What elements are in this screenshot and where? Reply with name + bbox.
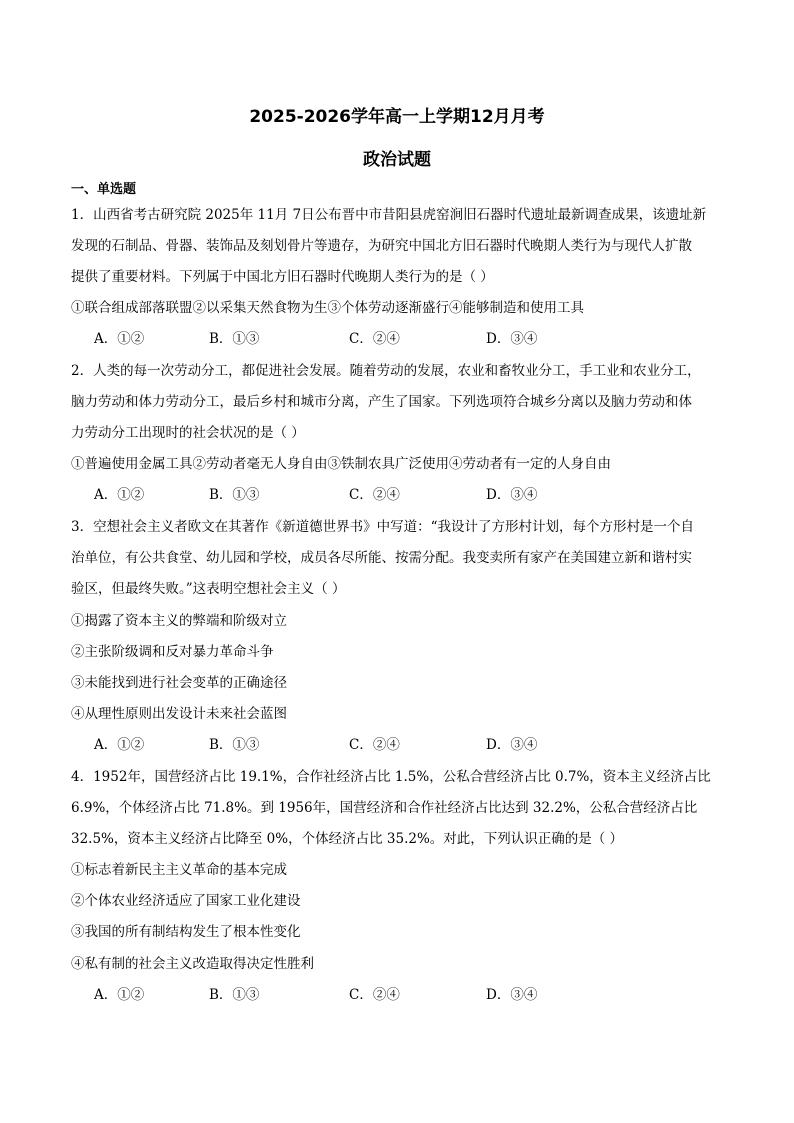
question-1-stem-line-3: 提供了重要材料。下列属于中国北方旧石器时代晚期人类行为的是（ ） <box>71 269 494 285</box>
question-4-statement-3: ③我国的所有制结构发生了根本性变化 <box>71 924 301 940</box>
question-4-option-b[interactable]: B．①③ <box>209 987 260 1003</box>
question-4-statement-4: ④私有制的社会主义改造取得决定性胜利 <box>71 956 314 972</box>
question-4-option-a[interactable]: A．①② <box>94 987 145 1003</box>
question-3-statement-2: ②主张阶级调和反对暴力革命斗争 <box>71 644 274 660</box>
question-1-statements: ①联合组成部落联盟②以采集天然食物为生③个体劳动逐渐盛行④能够制造和使用工具 <box>71 300 584 316</box>
question-4-stem-line-3: 32.5%，资本主义经济占比降至 0%，个体经济占比 35.2%。对此，下列认识正确的是（ ） <box>71 831 624 847</box>
question-1-stem-line-1: 1．山西省考古研究院 2025年 11月 7日公布晋中市昔阳县虎窑涧旧石器时代遗址最新调查成果，该遗址新 <box>71 207 707 223</box>
question-2-stem-line-2: 脑力劳动和体力劳动分工，最后乡村和城市分离，产生了国家。下列选项符合城乡分离以及脑力劳动和体 <box>71 394 692 410</box>
question-4-stem-line-1: 4．1952年，国营经济占比 19.1%，合作社经济占比 1.5%，公私合营经济占比 0.7%，资本主义经济占比 <box>71 769 711 785</box>
question-1-option-c[interactable]: C．②④ <box>349 331 400 347</box>
section-heading: 一、单选题 <box>71 182 137 197</box>
question-4-option-d[interactable]: D．③④ <box>486 987 538 1003</box>
exam-subject-title: 政治试题 <box>363 150 431 170</box>
question-3-option-c[interactable]: C．②④ <box>349 737 400 753</box>
question-4-stem-line-2: 6.9%，个体经济占比 71.8%。到 1956年，国营经济和合作社经济占比达到 32.2%，公私合营经济占比 <box>71 800 698 816</box>
question-3-stem-line-1: 3．空想社会主义者欧文在其著作《新道德世界书》中写道：“我设计了方形村计划，每个方形村是一个自 <box>71 519 694 535</box>
question-3-stem-line-3: 验区，但最终失败。”这表明空想社会主义（ ） <box>71 581 346 597</box>
question-2-option-b[interactable]: B．①③ <box>209 487 260 503</box>
question-2-option-a[interactable]: A．①② <box>94 487 145 503</box>
question-2-option-c[interactable]: C．②④ <box>349 487 400 503</box>
question-2-stem-line-1: 2．人类的每一次劳动分工，都促进社会发展。随着劳动的发展，农业和畜牧业分工，手工业和农业分工， <box>71 363 701 379</box>
question-3-option-b[interactable]: B．①③ <box>209 737 260 753</box>
question-3-stem-line-2: 治单位，有公共食堂、幼儿园和学校，成员各尽所能、按需分配。我变卖所有家产在美国建立新和谐村实 <box>71 550 692 566</box>
question-3-option-d[interactable]: D．③④ <box>486 737 538 753</box>
question-4-statement-2: ②个体农业经济适应了国家工业化建设 <box>71 893 301 909</box>
question-2-option-d[interactable]: D．③④ <box>486 487 538 503</box>
question-4-statement-1: ①标志着新民主主义革命的基本完成 <box>71 862 287 878</box>
question-3-statement-3: ③未能找到进行社会变革的正确途径 <box>71 675 287 691</box>
question-3-statement-1: ①揭露了资本主义的弊端和阶级对立 <box>71 613 287 629</box>
question-4-option-c[interactable]: C．②④ <box>349 987 400 1003</box>
question-1-option-d[interactable]: D．③④ <box>486 331 538 347</box>
exam-title: 2025-2026学年高一上学期12月月考 <box>249 107 545 127</box>
question-3-option-a[interactable]: A．①② <box>94 737 145 753</box>
question-2-statements: ①普遍使用金属工具②劳动者毫无人身自由③铁制农具广泛使用④劳动者有一定的人身自由 <box>71 456 611 472</box>
question-1-stem-line-2: 发现的石制品、骨器、装饰品及刻划骨片等遗存，为研究中国北方旧石器时代晚期人类行为与现代人扩散 <box>71 238 692 254</box>
question-3-statement-4: ④从理性原则出发设计未来社会蓝图 <box>71 706 287 722</box>
question-1-option-b[interactable]: B．①③ <box>209 331 260 347</box>
question-1-option-a[interactable]: A．①② <box>94 331 145 347</box>
question-2-stem-line-3: 力劳动分工出现时的社会状况的是（ ） <box>71 425 305 441</box>
